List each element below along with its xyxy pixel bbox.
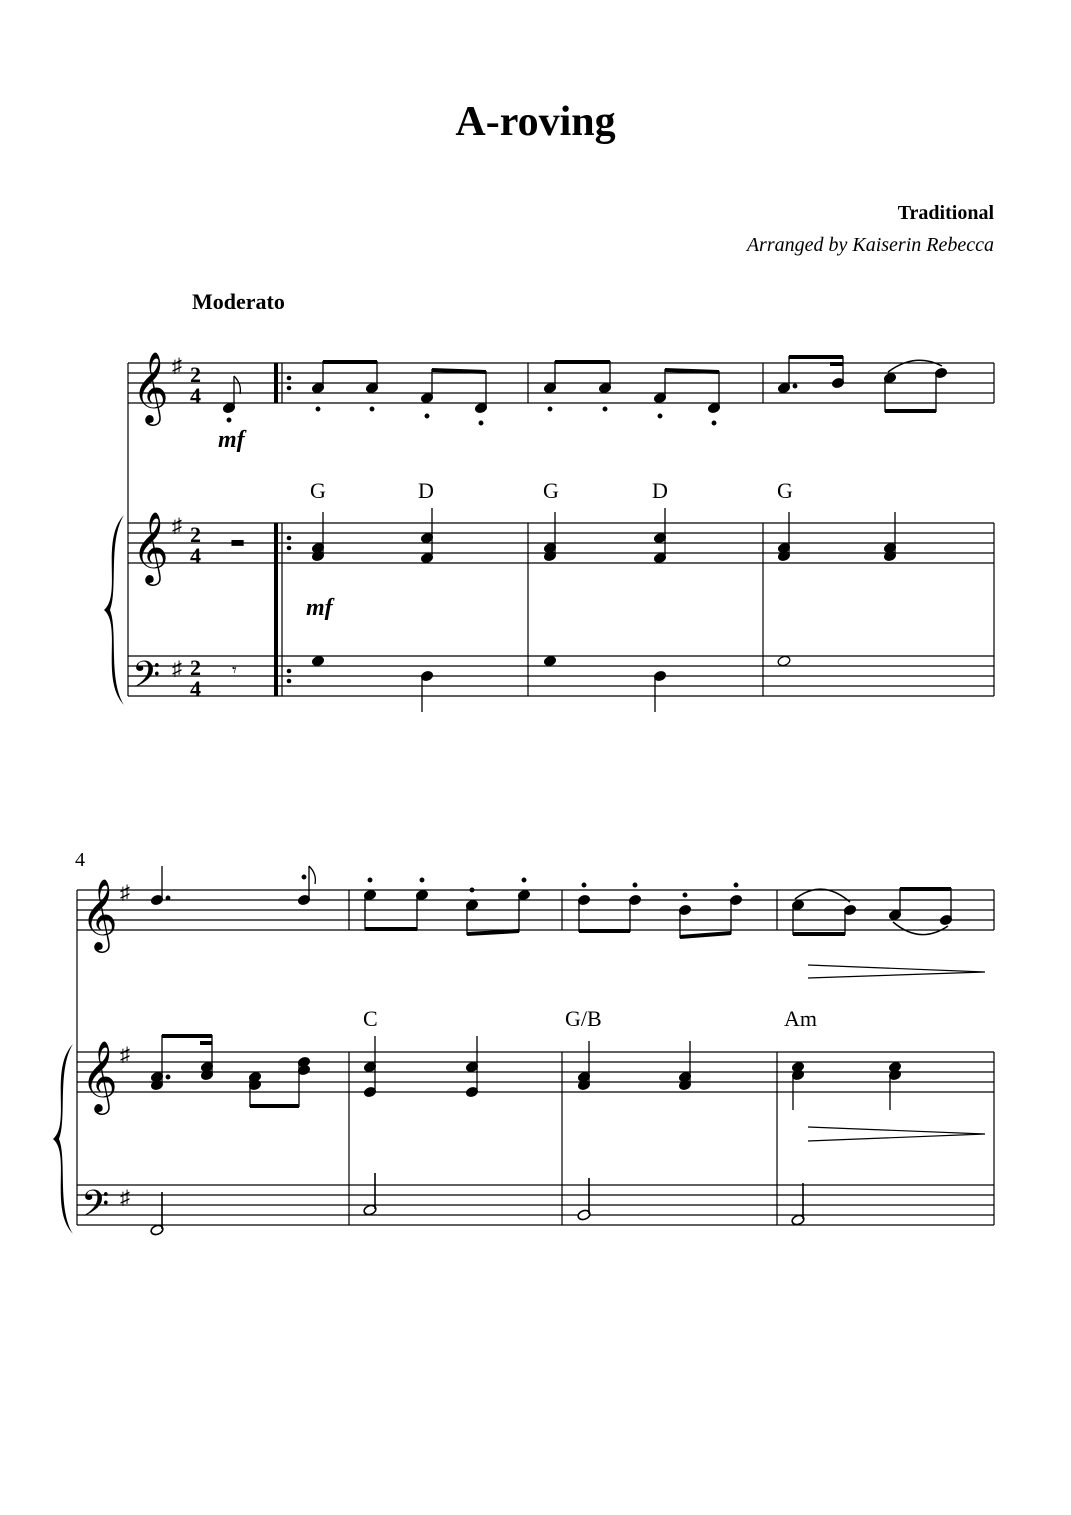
melody-staff-1	[128, 363, 994, 403]
time-sig-lower: 4	[190, 383, 201, 408]
time-sig-lower: 4	[190, 676, 201, 701]
sharp-icon: ♯	[120, 882, 130, 904]
piano-bass-staff-2	[77, 1185, 994, 1225]
chord-symbol: G/B	[565, 1006, 602, 1031]
dynamic-mf: mf	[306, 595, 333, 621]
bass-clef-icon: 𝄢	[81, 1184, 110, 1233]
time-sig-upper: 2	[190, 522, 201, 547]
bass-clef-icon: 𝄢	[132, 655, 161, 704]
chord-symbol: G	[310, 478, 326, 503]
sharp-icon: ♯	[120, 1187, 130, 1209]
piano-bass-staff-1	[128, 656, 994, 696]
treble-clef-icon: 𝄞	[81, 881, 118, 949]
treble-clef-icon: 𝄞	[132, 354, 169, 422]
chord-symbol: G	[543, 478, 559, 503]
sharp-icon: ♯	[172, 658, 182, 680]
piano-treble-staff-2	[77, 1052, 994, 1092]
arranger: Arranged by Kaiserin Rebecca	[746, 234, 994, 256]
time-sig-upper: 2	[190, 362, 201, 387]
chord-symbol: D	[418, 478, 434, 503]
composer: Traditional	[897, 202, 994, 224]
sharp-icon: ♯	[172, 515, 182, 537]
time-sig-lower: 4	[190, 543, 201, 568]
time-sig-upper: 2	[190, 655, 201, 680]
dynamic-mf: mf	[218, 427, 245, 453]
tempo-marking: Moderato	[192, 289, 285, 314]
chord-symbol: G	[777, 478, 793, 503]
treble-clef-icon: 𝄞	[81, 1043, 118, 1111]
piano-brace-icon	[104, 515, 124, 705]
chord-symbol: Am	[784, 1006, 817, 1031]
treble-clef-icon: 𝄞	[132, 514, 169, 582]
sharp-icon: ♯	[120, 1044, 130, 1066]
melody-staff-2	[77, 890, 994, 930]
score-title: A-roving	[455, 99, 616, 145]
chord-symbol: C	[363, 1006, 378, 1031]
piano-brace-icon	[53, 1044, 73, 1234]
whole-rest-icon: ▬	[230, 532, 246, 551]
piano-treble-staff-1	[128, 523, 994, 563]
chord-symbol: D	[652, 478, 668, 503]
eighth-rest-icon: 𝄾	[232, 660, 237, 681]
sharp-icon: ♯	[172, 355, 182, 377]
measure-number: 4	[75, 849, 85, 871]
